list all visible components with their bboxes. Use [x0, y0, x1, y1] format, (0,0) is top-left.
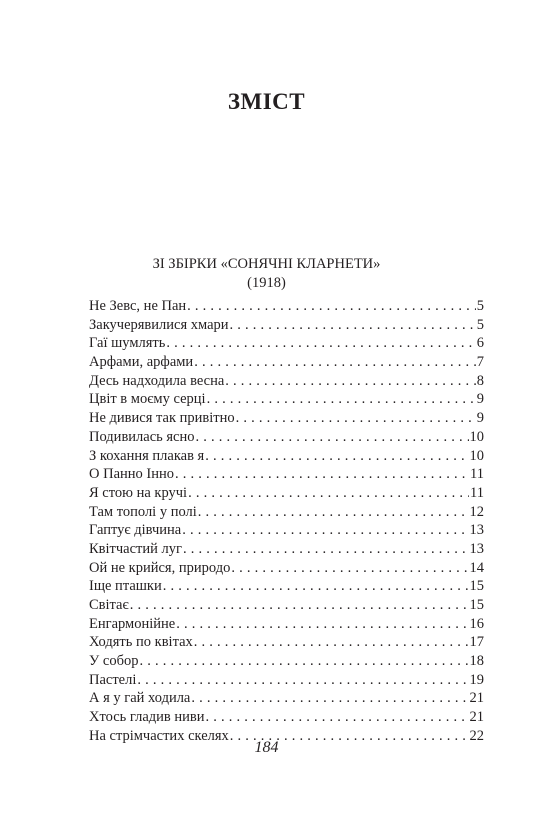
page-number: 184 — [254, 739, 279, 756]
toc-entry-title: Закучерявилися хмари — [89, 316, 229, 333]
toc-entry — [89, 671, 484, 690]
toc-entry-title: Не дивися так привітно — [89, 410, 235, 427]
dot-leader — [194, 353, 476, 372]
dot-leader — [230, 316, 476, 335]
toc-entry-page: 5 — [476, 298, 484, 314]
toc-entry-title: Іще пташки — [89, 578, 162, 595]
toc-entry-title: Ходять по квітах — [89, 634, 193, 651]
toc-entry-title: Цвіт в моєму серці — [89, 391, 206, 408]
toc-entry-page: 18 — [469, 653, 484, 670]
toc-entry-page: 7 — [476, 354, 484, 371]
dot-leader — [191, 689, 468, 708]
toc-entry-title: З кохання плакав я — [89, 447, 205, 464]
toc-entry — [89, 559, 484, 578]
toc-entry-title: Хтось гладив ниви — [89, 709, 205, 726]
toc-entry — [89, 652, 484, 671]
page-title: ЗМІСТ — [227, 89, 306, 114]
dot-leader — [137, 671, 468, 690]
dot-leader — [207, 390, 476, 409]
toc-entry-page: 12 — [469, 503, 484, 520]
dot-leader — [225, 372, 475, 391]
toc-entry-title: Я стою на кручі — [89, 484, 188, 501]
toc-entry-title: Світає — [89, 597, 129, 613]
toc-entry-title: У собор — [89, 653, 139, 670]
toc-entry-page: 16 — [469, 615, 484, 632]
toc-entry-page: 5 — [476, 316, 484, 333]
toc-entry-title: Арфами, арфами — [89, 354, 194, 371]
toc-entry-page: 17 — [469, 634, 484, 651]
toc-entry — [89, 596, 484, 615]
toc-entry-page: 13 — [469, 522, 484, 539]
toc-entry — [89, 297, 484, 316]
toc-entry-page: 19 — [469, 671, 484, 688]
toc-entry-page: 15 — [469, 578, 484, 595]
toc-entry-page: 10 — [469, 447, 484, 464]
dot-leader — [188, 484, 469, 503]
toc-entry-title: Ой не крийся, природо — [89, 559, 231, 576]
toc-entry — [89, 484, 484, 503]
section-year: (1918) — [247, 275, 286, 291]
toc-entry-title: На стрімчастих скелях — [89, 727, 229, 744]
dot-leader — [175, 465, 469, 484]
toc-entry-page: 9 — [476, 410, 484, 427]
toc-entry — [89, 615, 484, 634]
dot-leader — [206, 708, 469, 727]
dot-leader — [196, 428, 469, 447]
dot-leader — [198, 503, 469, 522]
toc-entry-title: Подивилась ясно — [89, 428, 195, 445]
dot-leader — [236, 409, 476, 428]
toc-entry — [89, 708, 484, 727]
toc-entry — [89, 521, 484, 540]
toc-entry — [89, 633, 484, 652]
toc-entry-title: Енгармонійне — [89, 615, 176, 632]
toc-entry — [89, 409, 484, 428]
dot-leader — [194, 633, 469, 652]
toc-entry — [89, 316, 484, 335]
toc-entry-page: 10 — [469, 428, 484, 445]
dot-leader — [166, 334, 475, 353]
toc-entry-page: 14 — [469, 559, 484, 576]
dot-leader — [139, 652, 468, 671]
toc-entry — [89, 390, 484, 409]
toc-entry-page: 8 — [476, 372, 484, 389]
toc-entry-page: 9 — [476, 391, 484, 408]
toc-entry-title: Не Зевс, не Пан — [89, 298, 187, 314]
toc-entry-page: 13 — [469, 540, 484, 557]
dot-leader — [231, 559, 468, 578]
toc-entry-title: Гаптує дівчина — [89, 522, 182, 539]
toc-entry — [89, 372, 484, 391]
toc-entry — [89, 689, 484, 708]
toc-entry-page: 11 — [470, 466, 484, 483]
toc-entry-title: А я у гай ходила — [89, 690, 191, 707]
section-title: ЗІ ЗБІРКИ «СОНЯЧНІ КЛАРНЕТИ» — [152, 256, 381, 272]
dot-leader — [183, 540, 469, 559]
toc-entry-page: 21 — [469, 690, 484, 707]
dot-leader — [163, 577, 469, 596]
toc-entry-page: 11 — [470, 484, 484, 501]
toc-entry — [89, 540, 484, 559]
toc-entry-page: 15 — [469, 597, 484, 613]
toc-entry-title: Там тополі у полі — [89, 503, 197, 520]
toc-entry-page: 21 — [469, 709, 484, 726]
toc-entry-page: 22 — [469, 727, 484, 744]
dot-leader — [187, 297, 476, 316]
toc-entry — [89, 503, 484, 522]
dot-leader — [205, 447, 468, 466]
toc-entry-page: 6 — [476, 335, 484, 352]
toc-entry-title: Гаї шумлять — [89, 335, 166, 352]
table-of-contents — [89, 297, 484, 746]
toc-entry-title: О Панно Інно — [89, 466, 174, 483]
toc-entry — [89, 334, 484, 353]
toc-entry — [89, 465, 484, 484]
dot-leader — [182, 521, 468, 540]
toc-entry-title: Десь надходила весна — [89, 372, 225, 389]
toc-entry-title: Квітчастий луг — [89, 540, 182, 557]
toc-entry — [89, 428, 484, 447]
toc-entry-title: Пастелі — [89, 671, 137, 688]
toc-entry — [89, 353, 484, 372]
dot-leader — [130, 596, 469, 615]
toc-entry — [89, 577, 484, 596]
dot-leader — [176, 615, 468, 634]
toc-entry — [89, 447, 484, 466]
